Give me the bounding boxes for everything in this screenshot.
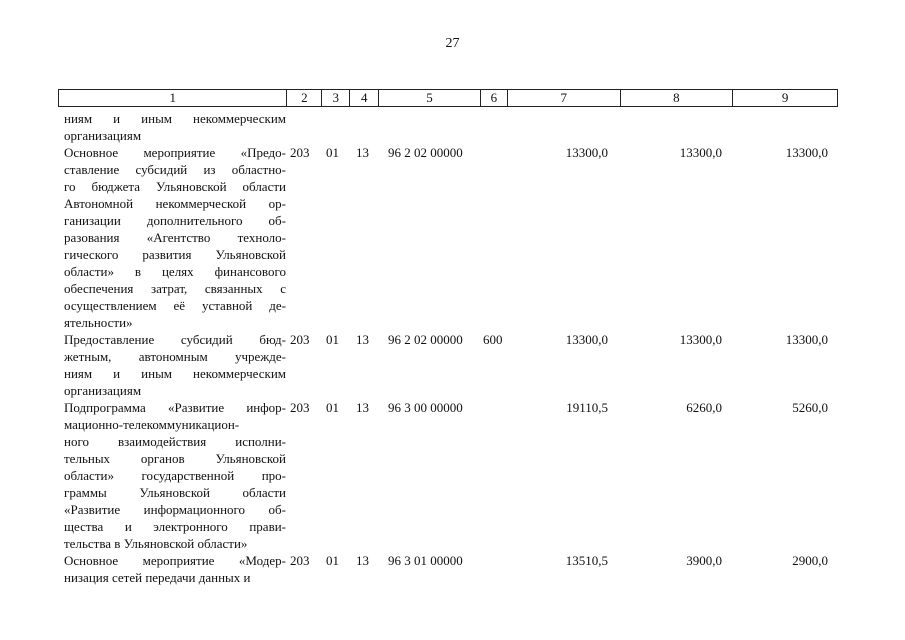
description-line: ниям и иным некоммерческим <box>64 111 286 126</box>
description-line: щества и электронного прави- <box>64 519 286 534</box>
cell-c3: 01 <box>326 145 339 160</box>
row-description <box>64 144 286 331</box>
description-line: ниям и иным некоммерческим <box>64 366 286 381</box>
header-col-7: 7 <box>507 90 620 106</box>
header-col-6: 6 <box>480 90 507 106</box>
cell-c7: 13300,0 <box>565 145 608 160</box>
table-row <box>58 399 858 552</box>
cell-c8: 13300,0 <box>679 332 722 347</box>
header-col-1: 1 <box>169 90 176 105</box>
table-row <box>58 331 858 399</box>
description-line: низация сетей передачи данных и <box>64 570 251 585</box>
description-line: ганизации дополнительного об- <box>64 213 286 228</box>
cell-c4: 13 <box>356 400 369 415</box>
table-row <box>58 552 858 586</box>
description-line: обеспечения затрат, связанных с <box>64 281 286 296</box>
cell-c4: 13 <box>356 145 369 160</box>
cell-c7: 13510,5 <box>565 553 608 568</box>
cell-c7: 19110,5 <box>566 400 608 415</box>
header-col-4: 4 <box>349 90 378 106</box>
cell-c3: 01 <box>326 400 339 415</box>
description-line: гического развития Ульяновской <box>64 247 286 262</box>
cell-c9: 5260,0 <box>792 400 828 415</box>
description-line: разования «Агентство техноло- <box>64 230 286 245</box>
cell-c2: 203 <box>290 332 310 347</box>
description-line: Основное мероприятие «Модер- <box>64 553 286 568</box>
cell-c5: 96 2 02 00000 <box>388 332 463 347</box>
cell-c2: 203 <box>290 400 310 415</box>
cell-c4: 13 <box>356 553 369 568</box>
description-line: области» в целях финансового <box>64 264 286 279</box>
description-line: ставление субсидий из областно- <box>64 162 286 177</box>
cell-c9: 13300,0 <box>785 145 828 160</box>
cell-c6: 600 <box>483 332 503 347</box>
row-description <box>64 399 286 552</box>
cell-c5: 96 2 02 00000 <box>388 145 463 160</box>
description-line: Автономной некоммерческой ор- <box>64 196 286 211</box>
description-line: граммы Ульяновской области <box>64 485 286 500</box>
description-line: Основное мероприятие «Предо- <box>64 145 286 160</box>
cell-c2: 203 <box>290 553 310 568</box>
description-line: организациям <box>64 128 142 143</box>
page-number: 27 <box>445 36 460 51</box>
description-line: осуществлением её уставной де- <box>64 298 286 313</box>
cell-c8: 3900,0 <box>686 553 722 568</box>
cell-c8: 6260,0 <box>686 400 722 415</box>
cell-c5: 96 3 00 00000 <box>388 400 463 415</box>
description-line: жетным, автономным учрежде- <box>64 349 286 364</box>
description-line: Предоставление субсидий бюд- <box>64 332 286 347</box>
header-col-5: 5 <box>378 90 480 106</box>
description-line: «Развитие информационного об- <box>64 502 286 517</box>
cell-c3: 01 <box>326 553 339 568</box>
description-line: ного взаимодействия исполни- <box>64 434 286 449</box>
header-col-8: 8 <box>620 90 733 106</box>
table-body <box>58 110 858 586</box>
cell-c9: 2900,0 <box>792 553 828 568</box>
header-col-2: 2 <box>286 90 321 106</box>
row-description <box>64 552 286 586</box>
description-line: ятельности» <box>64 315 133 330</box>
row-description <box>64 110 286 144</box>
description-line: го бюджета Ульяновской области <box>64 179 286 194</box>
description-line: организациям <box>64 383 142 398</box>
cell-c9: 13300,0 <box>785 332 828 347</box>
row-description <box>64 331 286 399</box>
cell-c4: 13 <box>356 332 369 347</box>
header-col-9: 9 <box>732 90 837 106</box>
table-row <box>58 110 858 144</box>
description-line: области» государственной про- <box>64 468 286 483</box>
cell-c8: 13300,0 <box>679 145 722 160</box>
description-line: тельных органов Ульяновской <box>64 451 286 466</box>
cell-c5: 96 3 01 00000 <box>388 553 463 568</box>
description-line: Подпрограмма «Развитие инфор- <box>64 400 286 415</box>
table-header <box>58 89 838 107</box>
cell-c3: 01 <box>326 332 339 347</box>
description-line: мационно-телекоммуникацион- <box>64 417 240 432</box>
cell-c2: 203 <box>290 145 310 160</box>
description-line: тельства в Ульяновской области» <box>64 536 248 551</box>
cell-c7: 13300,0 <box>565 332 608 347</box>
header-col-3: 3 <box>321 90 349 106</box>
table-row <box>58 144 858 331</box>
